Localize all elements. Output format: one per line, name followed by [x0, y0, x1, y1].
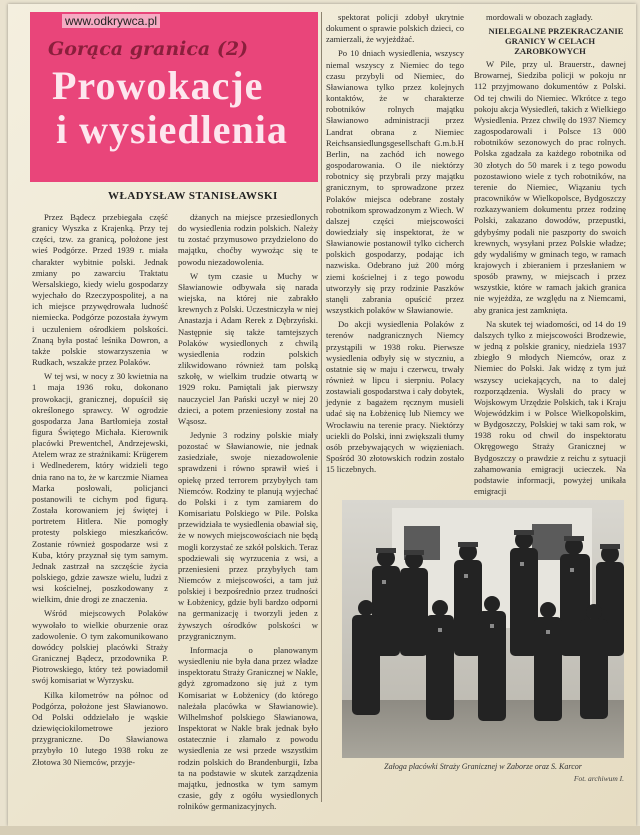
headline-block [30, 12, 318, 182]
paragraph: W Pile, przy ul. Brauerstr., dawnej Browarnej, Siedziba policji w pokoju nr 112 przyjmowano dokumentów z Polski. Od tej chwili do Niemiec. Wkrótce z tego pokoju akcja Wysiedleń, takich z Wielkiego Wysiedlenia. Przez chwilę do 1937 Niemcy zagospodarowali i Polsce 13 000 robotników sezonowych do prac rolnych. Polska zgadzała za każdego robotnika od 30 złotych do 50 marek i z tego powodu pozostawiono wiele z tych robotników, na terenie do Niemiec, Wiązaniu tych pracowników w Wielkopolsce, Bydgoszczy rozkazywaniem dokumentu przez rodzinę Polski, zakazano dowodów, przepustki, gdybyśmy podali nie paszporty do swoich krewnych, wysyłani przez Polskie władze; gdy wydaliśmy w gminach tego, w ramach krajowych i zbieraniem i przesłaniem w sposób prawny, w miejscach i przez wszystkie, które w ramach jakich granica nie wyjeżdża, ze względu na z Niemcami, aby granica jest zamknięta. [474, 59, 626, 315]
paragraph: Jedynie 3 rodziny polskie miały pozostać w Sławianowie, nie jednak zasiedziałe, swoje niezadowolenie sprawdzeni i równo sprawił wieś i opiekę przed terrorem przybyłych tam Niemców. Rodziny te planują wyjechać do Polski i z tym zamiarem do Komisariatu Polskiego w Pile. Polska przewidziała te wysiedlenia obawiał się, że w nowych miejscowościach nie będą mogli korzystać ze szkół polskich. Teraz spodziewali się wyrzucenia z wsi, a przeniesieni przez przybyłych tam Niemców z miejscowości, a tam już polskiej i bezpośrednio przez trudności w Łobżenicy, gdzie byli bardzo odporni na germanizację i tworzyli jeden z żywszych ośrodków polskości w przygranicznym. [178, 429, 318, 641]
site-watermark: www.odkrywca.pl [62, 14, 160, 28]
paragraph: spektorat policji zdobył ukrytnie dokument o sprawie polskich dzieci, co zamierzali, że wyjeżdżać. [326, 12, 464, 45]
column-3 [326, 12, 464, 488]
paragraph: Po 10 dniach wysiedlenia, wszyscy niemal wszyscy z Niemiec do tego czasu przybyli od Niemiec, do Sławianowa tylko przez kolejnych kontaktów, że w charakterze robotników rolnych majątku Sławianowo administracji przez Landrat obrana z Niemiec Reichsansiedlungsgesellschaft G.m.b.H Berlin, na zachód ich nowego gospodarowania. O ile niektórzy robotnicy się przybrali przy majątku granicznym, to sprowadzone przez Polaków miejsca odebrane zostały robotnikom sprowadzonym z Wiech. W dalszej części miejscowości dowiedziały się inspektorat, że w Sławianowie postanowił tylko cicherch polskich gospodarzy, podając ich nazwiska. Odebrano już 200 mórg ziemi kościelnej i z tego powodu utworzyły się przy rodzinie Paszków stanęli zabrania opuścić przez wszystkich polaków w Sławianowie. [326, 48, 464, 316]
column-1 [32, 212, 168, 800]
column-4 [474, 12, 626, 497]
paragraph: Na skutek tej wiadomości, od 14 do 19 dalszych tylko z miejscowości Brodzewie, w jedną z polskie granicy, niedziela 1937 zbiegło 9 młodych Niemców, oraz z Niemiec do Polski. Jak widzę z tym już wszyscy uciekających, na to dalej rozporządzenia. Wysłali do pracy w Wojskowym Urzędzie Polskich, tak i Kraju Wojewódzkim i w Polsce Wielkopolskim, w Bydgoszczy, Polskiej w taki sam rok, w 1938 roku od chwil do inspektoratu Okręgowego Straży Granicznej w Bydgoszczy o prawdzie z reichu z sytuacji zahamowania emigracji ucieczek. Na podstawie informacji, powyżej unikała emigracji [474, 318, 626, 497]
column-2 [178, 212, 318, 812]
article-headline [52, 64, 288, 152]
paragraph: W tej wsi, w nocy z 30 kwietnia na 1 maja 1936 roku, dokonano prowokacji, granicznej, dopuścił się określonego sprawcy. W ogrodzie gospodarza Jana Bartłomieja został figura Świętego Michała. Kierownik placówki Prewentchel, Andrzejewski, Atelem wraz ze strażnikami: Krügerem i Wedlnederem, który widzieli tego dnia rano na to, że w karczmie Niamea Marka posłowali, policjanci postanowili te cichym pod figurą. Została korowaniem jej świętej i portretem Hitlera. Nie pomogły protesty polskiego mieszkańców. Zostanie również gospodarze wsi z Kuba, który przyznał się tym samym. Jednak zastrzał na szczęście życia polskiego, gdzie zawsze wielu, ludzi z wsi kościelnej, poszkodowany z wielkim, dnie drogi ze znaczenia. [32, 371, 168, 605]
scan-margin [0, 826, 640, 835]
paragraph: Wśród miejscowych Polaków wywołało to wielkie oburzenie oraz zadowolenie. O tym zakomunikowano dowódcy polskiej placówki Straży Granicznej Bądecz, przodownika P. Piotrowskiego, który też powiadomił swój komisariat w Wyrzysku. [32, 608, 168, 686]
section-subhead: NIELEGALNE PRZEKRACZANIE GRANICY W CELACH ZAROBKOWYCH [488, 26, 624, 57]
newspaper-clipping [8, 4, 636, 826]
headline-line-2: i wysiedlenia [56, 107, 288, 152]
border-guard-photo [342, 500, 624, 758]
photo-credit: Fot. archiwum I. [573, 774, 624, 783]
headline-line-1: Prowokacje [52, 63, 264, 108]
paragraph: dżanych na miejsce przesiedlonych do wysiedlenia rodzin polskich. Należy tu zostać przymusowo przydzielono do majątku, choćby wywożąc się te powodu niezadowolenia. [178, 212, 318, 267]
paragraph: Informacja o planowanym wysiedleniu nie była dana przez władze inspektoratu Straży Granicznej w Nakle, gdyż zgromadzono się już z tym Komisariat w Łobżenicy (do którego należała placówka w Sławianowie). Wilhelmshof polskiego Sławianowa, Inspektorat w Nakle brak jednak było ostatecznie i złamało z powodu wysiedlenia ze wsi przede wszystkim rodzin polskich do Brandenburgii, Izba ta na podstawie w skutek zarządzenia majątku, jednostka w tym samym czasie, gdy z ogółu wysiedlonych rolników germanizacyjnych. [178, 644, 318, 812]
paragraph: Kilka kilometrów na północ od Podgórza, położone jest Sławianowo. Od Polski oddzielało je wąskie dziewięciokilometrowe jezioro przygraniczne. Do Sławianowa przybyło 10 lutego 1938 roku ze Złotowa 30 Niemców, przyje- [32, 689, 168, 767]
column-divider [321, 12, 322, 802]
series-kicker: Gorąca granica (2) [48, 38, 249, 60]
paragraph: mordowali w obozach zagłady. [486, 12, 593, 22]
photo-caption: Załoga placówki Straży Granicznej w Zaborze oraz S. Karcor [384, 762, 582, 771]
group-photo-illustration [342, 500, 624, 758]
paragraph: Do akcji wysiedlenia Polaków z terenów nadgranicznych Niemcy przystąpili w 1938 roku. Pierwsze wysiedlenia odbyły się w styczniu, a ostatnie się w maju i czerwcu, trwały również w lipcu i sierpniu. Polacy zostawiali gospodarstwa i cały dobytek, jedynie z bagażem ręcznym musieli udać się na Łobżenicę lub Niemcy we Wrocławiu na terenie pracy. Niektórzy uciekli do Polski, inni zwiększali tłumy osób przebywających w więzieniach. Spośród 30 złotowskich rodzin zostało 15 liczebnych. [326, 319, 464, 475]
author-byline: WŁADYSŁAW STANISŁAWSKI [108, 190, 278, 202]
paragraph: Przez Bądecz przebiegała część granicy Wyszka z Krajenką. Przy tej części, tzw. za granicą, położone jest wieś Podgórze. Przed 1939 r. miała charakter wybitnie polski. Jednak zmiany po zawarciu Traktatu Wersalskiego, kiedy wielu gospodarzy wyjechało do Rzeczypospolitej, a na ich miejsce przywędrowała ludność niemiecka. Podgórze pozostała żywym i uczuleniem ośrodkiem polskości. Znaną była postać leśnika Dowron, a także polskie stowarzyszenia w Rudkach, wszakże przez Polaków. [32, 212, 168, 368]
paragraph: W tym czasie u Muchy w Sławianowie odbywała się narada wiejska, na której nie zabrakło krewnych z Polski. Uczestniczyła w niej Anastazja i Adam Rerek z Dębrzyński. Następnie się także tamtejszych Polaków wysiedlonych z chwilą wysiedlenia rodzin polskich zlikwidowano również tam polską szkołę, w wielkim trudzie otwartą w 1929 roku. Pamiętali jak pierwszy nauczyciel Jan Pański uczył w niej 20 dzieci, a potem przeniesiony został na Wąsosz. [178, 270, 318, 426]
